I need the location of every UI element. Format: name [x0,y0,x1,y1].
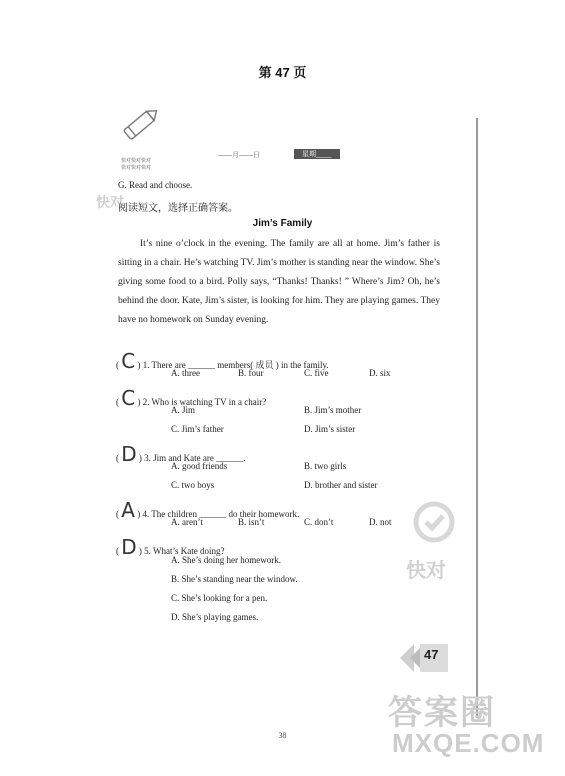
option: A. aren’t [171,517,203,527]
answer-1: C [121,349,136,373]
option: B. four [238,368,264,378]
passage-text: It’s nine o’clock in the evening. The family are all at home. Jim’s father is sitting in a chair. He’s watching TV. Jim’s mother is standing near the window. She’s giving some food to a bird. Polly says, “Thanks! Thanks! ” Where’s Jim? Oh, he’s behind the door. Kate, Jim’s sister, is looking for him. They are playing games. They have no homework on Sunday evening. [118,239,440,325]
option: C. five [304,368,329,378]
paren-close: ) [138,546,142,556]
paren-open: ( [116,546,119,556]
question-4-stem: 4. The children ______ do their homework. [142,509,300,519]
page-title: 第 47 页 [258,65,307,80]
instruction-text: 阅读短文，选择正确答案。 [118,203,238,214]
option: A. Jim [171,405,196,415]
question-2-stem: 2. Who is watching TV in a chair? [142,397,267,407]
watermark-url: MXQE.COM [392,728,545,758]
passage-title: Jim’s Family [252,218,313,229]
page-badge-number: 47 [424,647,439,662]
option: A. good friends [171,461,228,471]
option: C. two boys [171,480,215,490]
paren-close: ) [137,360,141,370]
sticker-text-1: 快对快对快对 [121,158,152,164]
sticker-text-2: 快对快对快对 [121,165,152,171]
paren-close: ) [137,397,141,407]
paren-open: ( [116,360,119,370]
option: C. She’s looking for a pen. [171,593,268,603]
option: B. She’s standing near the window. [171,574,298,584]
option: D. Jim’s sister [304,424,356,434]
paren-open: ( [116,397,119,407]
option: C. Jim’s father [171,424,224,434]
question-1-stem: 1. There are ______ members( 成员 ) in the family. [142,360,329,370]
watermark-logo-small: 快对 [96,194,124,210]
checkmark-watermark-icon [412,500,456,544]
question-3-stem: 3. Jim and Kate are ______. [144,453,246,463]
paren-open: ( [116,509,119,519]
footer-page-number: 38 [278,731,287,740]
option: B. Jim’s mother [304,405,362,415]
pencil-icon [116,100,166,150]
paren-close: ) [138,453,142,463]
answer-5: D [121,535,137,559]
weekday-label: 星期____ [294,149,340,159]
option: C. don’t [304,517,334,527]
question-4 [116,498,299,522]
paren-open: ( [116,453,119,463]
option: B. isn’t [238,517,265,527]
option: D. brother and sister [304,480,378,490]
option: B. two girls [304,461,347,471]
date-line: ——月——日 [218,152,260,159]
option: D. six [369,368,391,378]
answer-3: D [121,442,137,466]
passage-body [118,235,440,330]
option: D. She’s playing games. [171,612,259,622]
section-heading: G. Read and choose. [118,180,193,190]
question-1 [116,349,329,373]
paren-close: ) [137,509,141,519]
option: A. three [171,368,200,378]
option: A. She’s doing her homework. [171,555,281,565]
option: D. not [369,517,392,527]
question-5-stem: 5. What’s Kate doing? [144,546,225,556]
watermark-logo-right: 快对 [406,560,446,582]
answer-2: C [121,386,136,410]
watermark-text: 答案圈 [388,694,496,732]
answer-4: A [121,498,135,522]
